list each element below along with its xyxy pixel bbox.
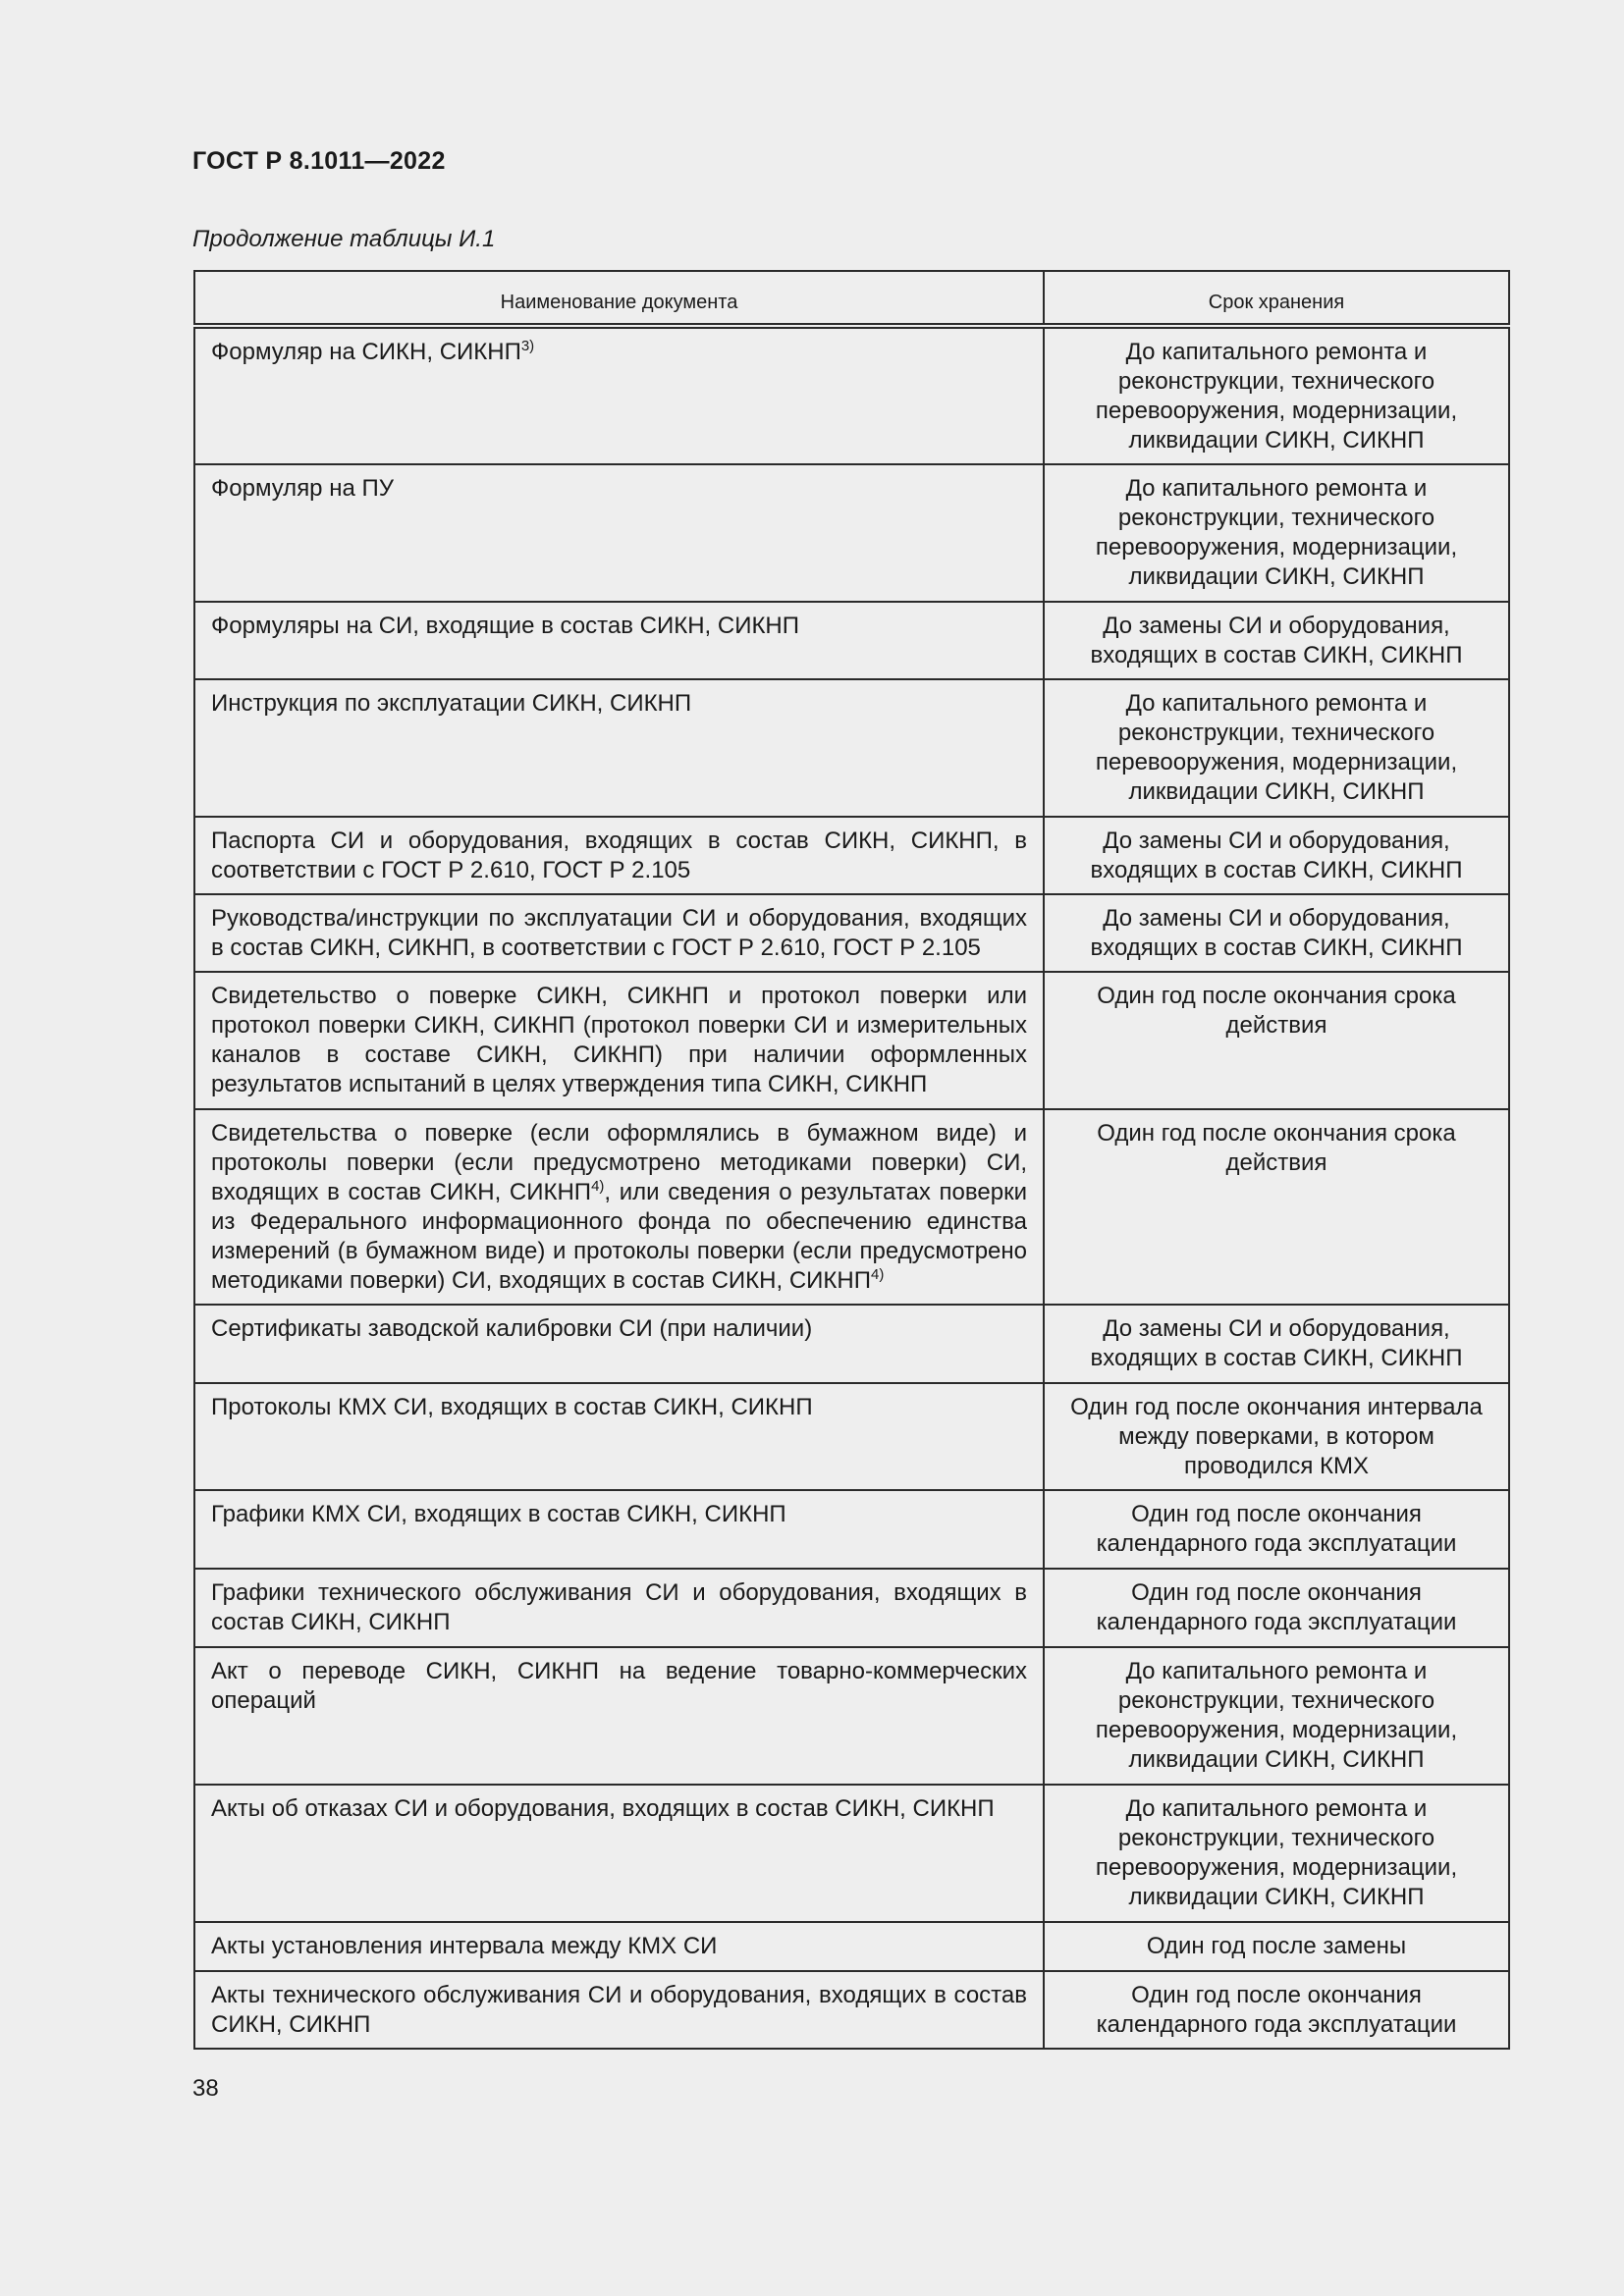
storage-term-cell: До капитального ремонта и реконструкции, технического перевооружения, модернизации, ликвидации СИКН, СИКНП: [1044, 326, 1509, 464]
document-name-part: Свидетельства о поверке (если оформлялись в бумажном виде) и протоколы поверки (если предусмотрено методиками поверки) СИ, входящих в состав СИКН, СИКНП: [211, 1120, 1027, 1205]
table-header-row: [194, 271, 1509, 326]
table-row: [194, 1305, 1509, 1383]
storage-term-cell: До замены СИ и оборудования, входящих в состав СИКН, СИКНП: [1044, 894, 1509, 972]
storage-term-cell: До замены СИ и оборудования, входящих в состав СИКН, СИКНП: [1044, 602, 1509, 679]
storage-term-cell: До замены СИ и оборудования, входящих в состав СИКН, СИКНП: [1044, 817, 1509, 894]
document-name-cell: [194, 1109, 1044, 1305]
table-row: [194, 464, 1509, 602]
table-row: [194, 679, 1509, 817]
table-row: [194, 817, 1509, 894]
storage-term-cell: Один год после окончания интервала между поверками, в котором проводился КМХ: [1044, 1383, 1509, 1490]
storage-term-cell: Один год после окончания календарного года эксплуатации: [1044, 1971, 1509, 2049]
table-row: [194, 1785, 1509, 1922]
document-name-cell: Инструкция по эксплуатации СИКН, СИКНП: [194, 679, 1044, 817]
document-name: Формуляр на СИКН, СИКНП: [211, 339, 521, 365]
storage-term-cell: До капитального ремонта и реконструкции, технического перевооружения, модернизации, ликвидации СИКН, СИКНП: [1044, 464, 1509, 602]
document-name-cell: [194, 326, 1044, 464]
column-header-storage-term: Срок хранения: [1044, 271, 1509, 326]
storage-terms-table: [193, 270, 1510, 2050]
table-row: [194, 894, 1509, 972]
page-number: 38: [192, 2075, 219, 2102]
document-name-cell: Формуляры на СИ, входящие в состав СИКН, СИКНП: [194, 602, 1044, 679]
storage-term-cell: До капитального ремонта и реконструкции, технического перевооружения, модернизации, ликвидации СИКН, СИКНП: [1044, 679, 1509, 817]
footnote-marker: 3): [520, 338, 535, 354]
document-name-cell: Акты технического обслуживания СИ и оборудования, входящих в состав СИКН, СИКНП: [194, 1971, 1044, 2049]
storage-term-cell: До капитального ремонта и реконструкции, технического перевооружения, модернизации, ликвидации СИКН, СИКНП: [1044, 1647, 1509, 1785]
document-name-cell: Акты установления интервала между КМХ СИ: [194, 1922, 1044, 1971]
storage-term-cell: Один год после окончания срока действия: [1044, 972, 1509, 1109]
table-row: [194, 602, 1509, 679]
document-name-cell: Протоколы КМХ СИ, входящих в состав СИКН, СИКНП: [194, 1383, 1044, 1490]
storage-term-cell: Один год после окончания календарного года эксплуатации: [1044, 1569, 1509, 1647]
document-header: ГОСТ Р 8.1011—2022: [192, 147, 446, 175]
document-name-cell: Акт о переводе СИКН, СИКНП на ведение товарно-коммерческих операций: [194, 1647, 1044, 1785]
table-row: [194, 1490, 1509, 1569]
storage-term-cell: Один год после замены: [1044, 1922, 1509, 1971]
footnote-marker: 4): [870, 1266, 885, 1283]
document-name-cell: Сертификаты заводской калибровки СИ (при наличии): [194, 1305, 1044, 1383]
document-name-cell: Графики технического обслуживания СИ и оборудования, входящих в состав СИКН, СИКНП: [194, 1569, 1044, 1647]
document-name-cell: Формуляр на ПУ: [194, 464, 1044, 602]
table-row: [194, 1569, 1509, 1647]
document-name-cell: Свидетельство о поверке СИКН, СИКНП и протокол поверки или протокол поверки СИКН, СИКНП (протокол поверки СИ и измерительных каналов в составе СИКН, СИКНП) при наличии оформленных результатов испытаний в целях утверждения типа СИКН, СИКНП: [194, 972, 1044, 1109]
table-row: [194, 1971, 1509, 2049]
table-row: [194, 1109, 1509, 1305]
document-name-part: , или сведения о результатах поверки из Федерального информационного фонда по обеспечению единства измерений (в бумажном виде) и протоколы поверки (если предусмотрено методиками поверки) СИ, входящих в состав СИКН, СИКНП: [211, 1179, 1027, 1294]
column-header-document-name: Наименование документа: [194, 271, 1044, 326]
storage-term-cell: До замены СИ и оборудования, входящих в состав СИКН, СИКНП: [1044, 1305, 1509, 1383]
storage-term-cell: Один год после окончания срока действия: [1044, 1109, 1509, 1305]
document-name-cell: Паспорта СИ и оборудования, входящих в состав СИКН, СИКНП, в соответствии с ГОСТ Р 2.610, ГОСТ Р 2.105: [194, 817, 1044, 894]
table-caption: Продолжение таблицы И.1: [192, 226, 496, 252]
document-name-cell: Графики КМХ СИ, входящих в состав СИКН, СИКНП: [194, 1490, 1044, 1569]
table-row: [194, 1383, 1509, 1490]
table-row: [194, 972, 1509, 1109]
table-row: [194, 1922, 1509, 1971]
storage-term-cell: До капитального ремонта и реконструкции, технического перевооружения, модернизации, ликвидации СИКН, СИКНП: [1044, 1785, 1509, 1922]
storage-term-cell: Один год после окончания календарного года эксплуатации: [1044, 1490, 1509, 1569]
table-row: [194, 1647, 1509, 1785]
document-name-cell: Руководства/инструкции по эксплуатации СИ и оборудования, входящих в состав СИКН, СИКНП, в соответствии с ГОСТ Р 2.610, ГОСТ Р 2.105: [194, 894, 1044, 972]
table-row: [194, 326, 1509, 464]
document-name-cell: Акты об отказах СИ и оборудования, входящих в состав СИКН, СИКНП: [194, 1785, 1044, 1922]
footnote-marker: 4): [591, 1178, 605, 1195]
